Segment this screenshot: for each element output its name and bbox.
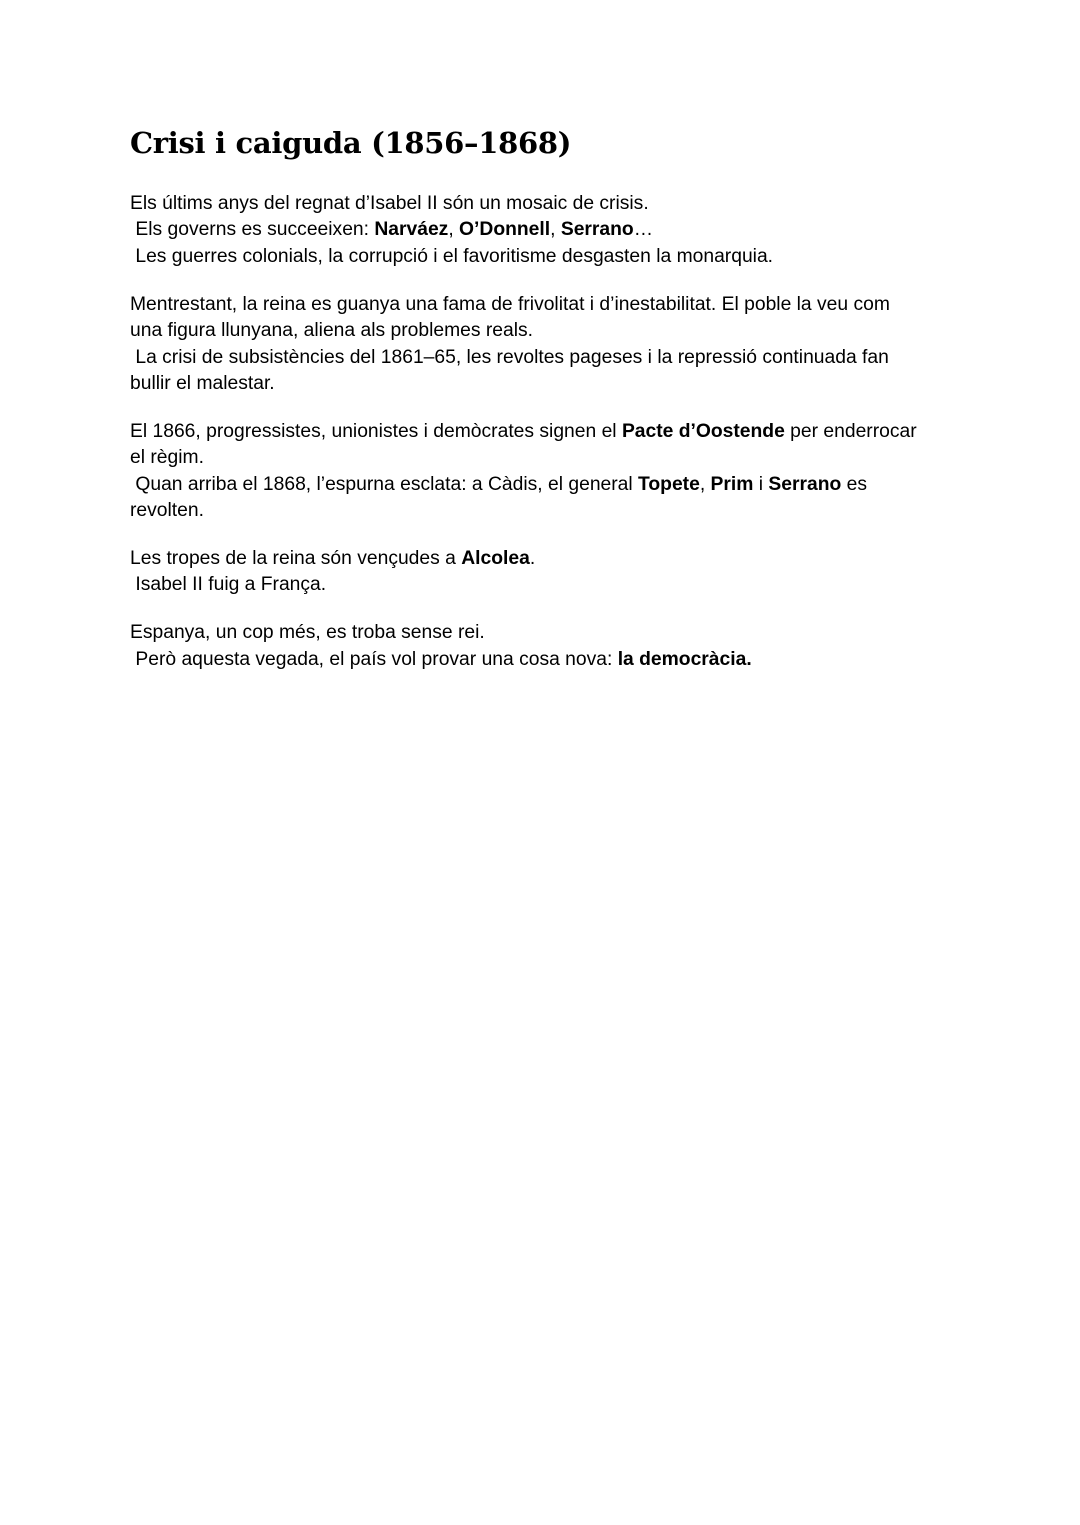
text: , xyxy=(448,219,460,241)
document-body xyxy=(130,191,960,695)
text-line xyxy=(130,647,960,673)
text: revolten. xyxy=(130,500,204,522)
text-line xyxy=(130,419,960,445)
text: Els governs es succeeixen: xyxy=(130,219,375,241)
text: , xyxy=(550,219,561,241)
paragraph-conclusion xyxy=(130,620,960,673)
section-title: Crisi i caiguda (1856–1868) xyxy=(130,126,572,160)
text: , xyxy=(699,473,711,495)
bold-term: la democràcia. xyxy=(617,648,752,670)
paragraph-queen xyxy=(130,292,960,398)
text-line xyxy=(130,546,960,572)
bold-name: Serrano xyxy=(560,219,634,241)
text: La crisi de subsistències del 1861–65, les revoltes pageses i la repressió continuada fan xyxy=(130,346,889,368)
text: el règim. xyxy=(130,447,204,469)
text: Mentrestant, la reina es guanya una fama de frivolitat i d’inestabilitat. El poble la veu com xyxy=(130,293,890,315)
bold-name: O’Donnell xyxy=(459,219,551,241)
text-line xyxy=(130,292,960,318)
text: . xyxy=(529,547,536,569)
text-line xyxy=(130,318,960,344)
text-line xyxy=(130,371,960,397)
text: bullir el malestar. xyxy=(130,372,275,394)
text-line xyxy=(130,217,960,243)
text-line xyxy=(130,498,960,524)
text: per enderrocar xyxy=(784,420,917,442)
text: … xyxy=(633,219,653,241)
text: es xyxy=(841,473,868,495)
text: El 1866, progressistes, unionistes i demòcrates signen el xyxy=(130,420,622,442)
text: Quan arriba el 1868, l’espurna esclata: a Càdis, el general xyxy=(130,473,639,495)
bold-name: Prim xyxy=(710,473,754,495)
text-line xyxy=(130,472,960,498)
paragraph-revolution xyxy=(130,419,960,525)
text-line xyxy=(130,244,960,270)
bold-term: Pacte d’Oostende xyxy=(621,420,785,442)
text: Les tropes de la reina són vençudes a xyxy=(130,547,462,569)
text-line xyxy=(130,620,960,646)
bold-name: Serrano xyxy=(768,473,842,495)
bold-term: Alcolea xyxy=(461,547,530,569)
text: Espanya, un cop més, es troba sense rei. xyxy=(130,622,485,644)
paragraph-crisis xyxy=(130,191,960,270)
paragraph-alcolea xyxy=(130,546,960,599)
text: Però aquesta vegada, el país vol provar una cosa nova: xyxy=(130,648,618,670)
text: Les guerres colonials, la corrupció i el favoritisme desgasten la monarquia. xyxy=(130,245,774,267)
text: una figura llunyana, aliena als problemes reals. xyxy=(130,320,534,342)
text-line xyxy=(130,191,960,217)
text-line xyxy=(130,572,960,598)
text-line xyxy=(130,345,960,371)
bold-name: Topete xyxy=(638,473,700,495)
text: Isabel II fuig a França. xyxy=(130,574,327,596)
text: Els últims anys del regnat d’Isabel II són un mosaic de crisis. xyxy=(130,193,649,214)
bold-name: Narváez xyxy=(374,219,449,241)
text-line xyxy=(130,445,960,471)
text: i xyxy=(753,473,769,495)
